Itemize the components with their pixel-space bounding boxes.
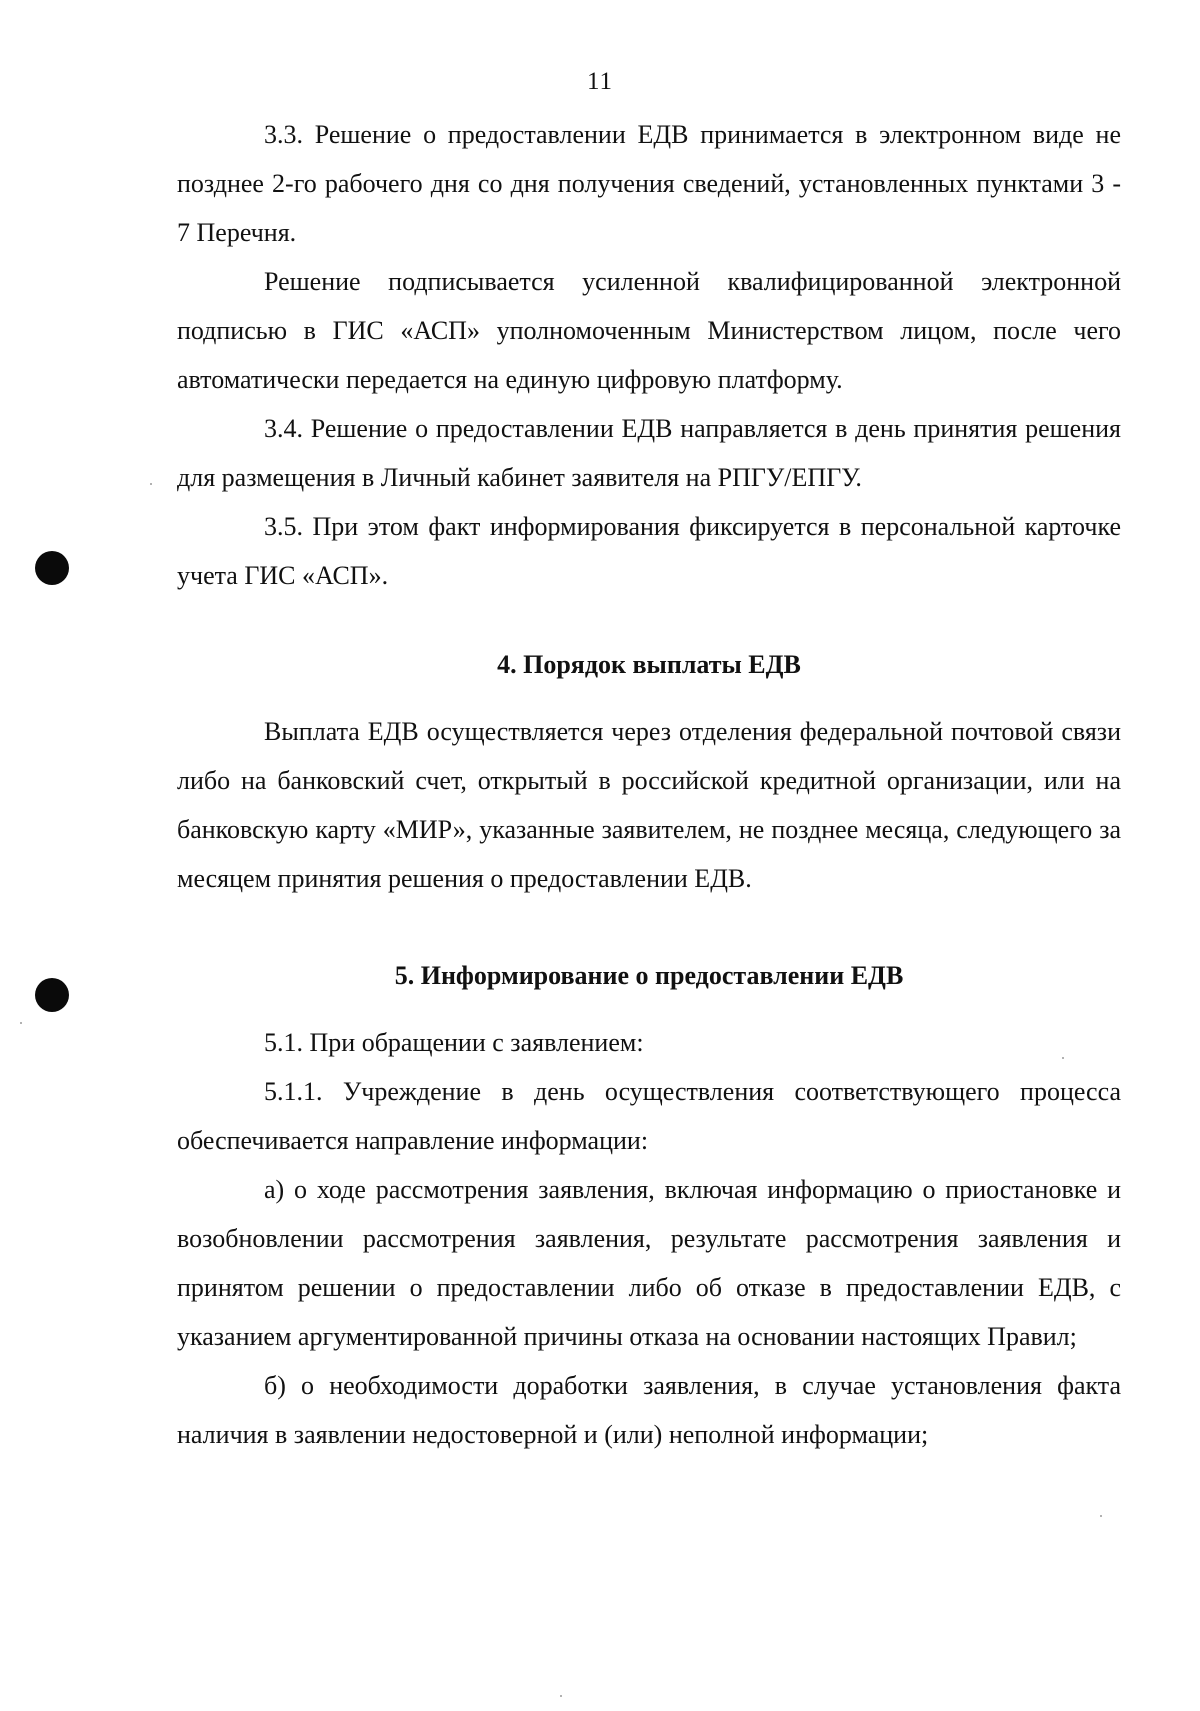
paragraph-item-b: б) о необходимости доработки заявления, в случае установления факта наличия в заявлении недостоверной и (или) неполной информации; [177, 1371, 1121, 1449]
paragraph-3-5: 3.5. При этом факт информирования фиксируется в персональной карточке учета ГИС «АСП». [177, 512, 1121, 590]
paragraph-3-3: 3.3. Решение о предоставлении ЕДВ принимается в электронном виде не позднее 2-го рабочего дня со дня получения сведений, установленных пунктами 3 - 7 Перечня. [177, 120, 1121, 247]
section-4-heading: 4. Порядок выплаты ЕДВ [497, 650, 801, 679]
scan-speck [20, 1022, 22, 1024]
scan-speck [150, 483, 152, 485]
page-body [177, 110, 1121, 1459]
paragraph-signature: Решение подписывается усиленной квалифицированной электронной подписью в ГИС «АСП» уполномоченным Министерством лицом, после чего автоматически передается на единую цифровую платформу. [177, 267, 1121, 394]
section-5-heading: 5. Информирование о предоставлении ЕДВ [394, 961, 904, 990]
paragraph-payment: Выплата ЕДВ осуществляется через отделения федеральной почтовой связи либо на банковский счет, открытый в российской кредитной организации, или на банковскую карту «МИР», указанные заявителем, не позднее месяца, следующего за месяцем принятия решения о предоставлении ЕДВ. [177, 717, 1121, 893]
paragraph-5-1: 5.1. При обращении с заявлением: [264, 1028, 644, 1057]
scan-speck [1100, 1515, 1102, 1517]
paragraph-item-a: а) о ходе рассмотрения заявления, включая информацию о приостановке и возобновлении рассмотрения заявления, результате рассмотрения заявления и принятом решении о предоставлении либо об отказе в предоставлении ЕДВ, с указанием аргументированной причины отказа на основании настоящих Правил; [177, 1175, 1121, 1351]
punch-hole-top [35, 551, 69, 585]
page-number: 11 [586, 68, 614, 95]
paragraph-5-1-1: 5.1.1. Учреждение в день осуществления соответствующего процесса обеспечивается направление информации: [177, 1077, 1121, 1155]
paragraph-3-4: 3.4. Решение о предоставлении ЕДВ направляется в день принятия решения для размещения в Личный кабинет заявителя на РПГУ/ЕПГУ. [177, 414, 1121, 492]
punch-hole-bottom [35, 978, 69, 1012]
scan-speck [560, 1695, 562, 1697]
